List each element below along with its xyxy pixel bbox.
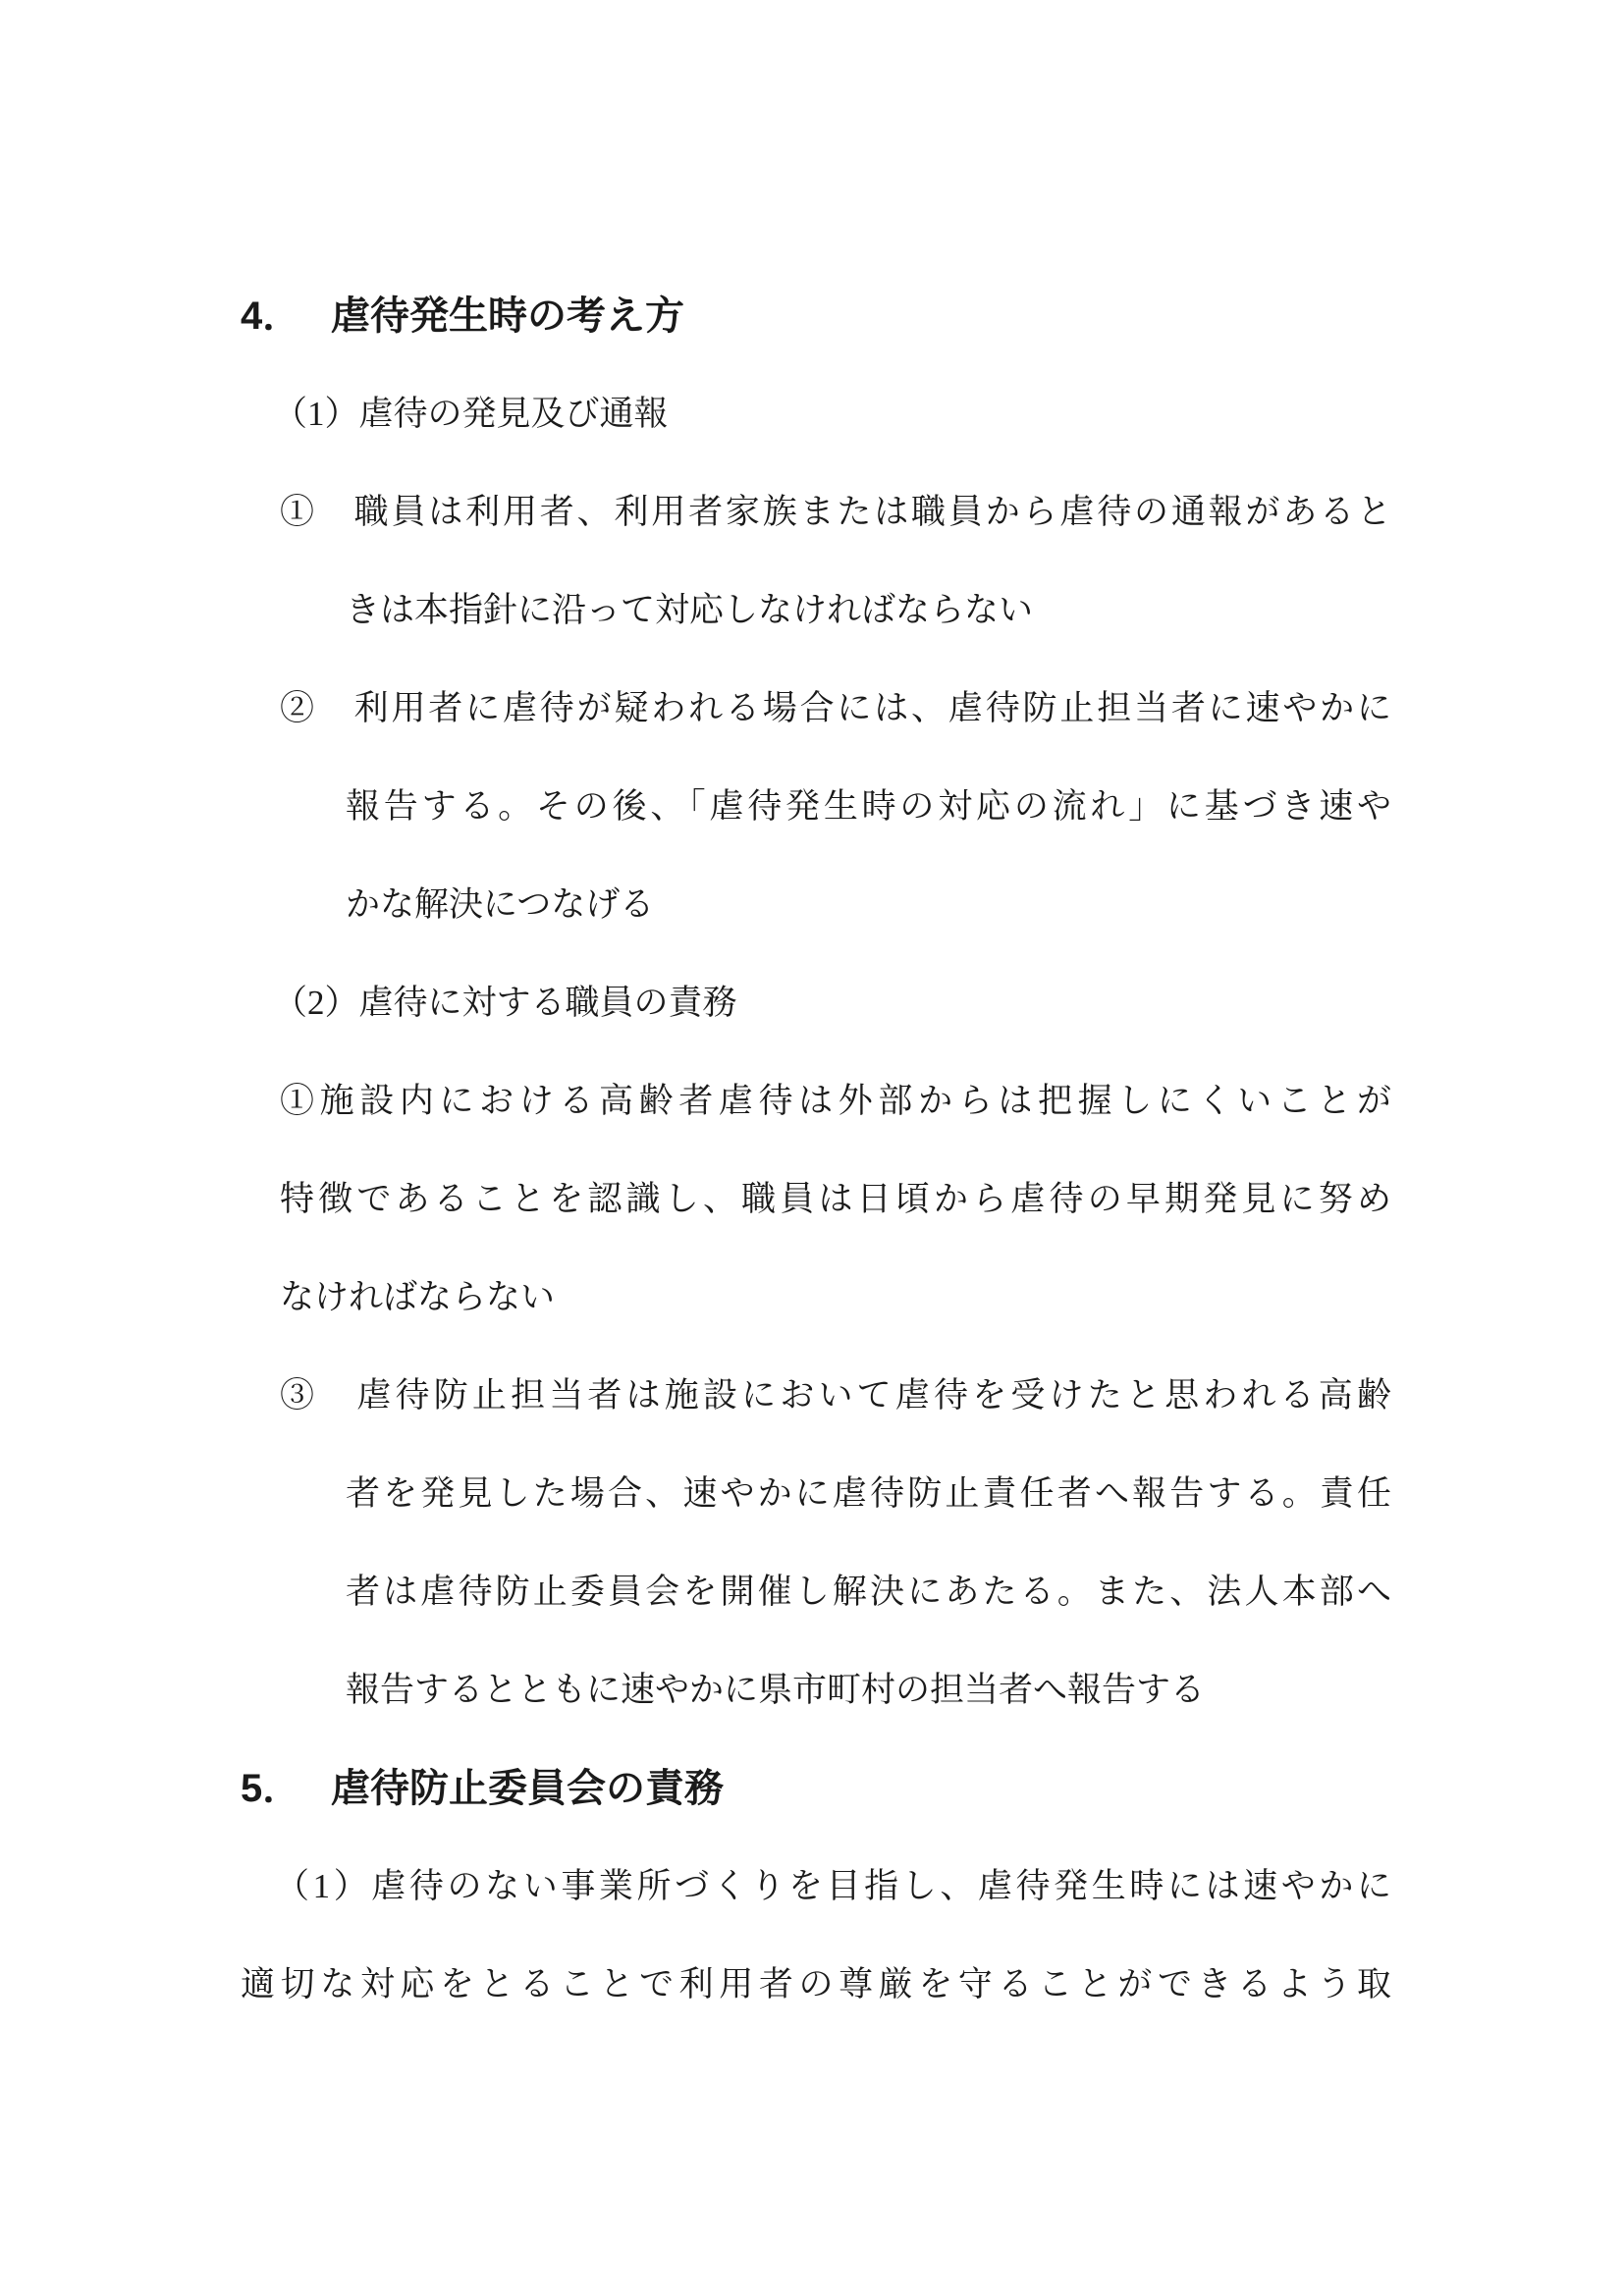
item-duty-1-line-2: 特徴であることを認識し、職員は日頃から虐待の早期発見に努め xyxy=(280,1180,1391,1218)
section-4-number: 4． xyxy=(241,294,302,338)
item-duty-3-line-4: 報告するとともに速やかに県市町村の担当者へ報告する xyxy=(346,1671,1206,1709)
subheading-4-2: （2）虐待に対する職員の責務 xyxy=(273,984,737,1022)
section-4-title: 虐待発生時の考え方 xyxy=(331,294,684,338)
section-5-number: 5． xyxy=(241,1767,302,1810)
item-duty-3-line-2: 者を発見した場合、速やかに虐待防止責任者へ報告する。責任 xyxy=(346,1474,1391,1513)
item-duty-3-line-3: 者は虐待防止委員会を開催し解決にあたる。また、法人本部へ xyxy=(346,1573,1391,1611)
item-duty-1-line-3: なければならない xyxy=(280,1278,556,1316)
subheading-4-1: （1）虐待の発見及び通報 xyxy=(273,395,669,433)
item-1-line-1: ① 職員は利用者、利用者家族または職員から虐待の通報があると xyxy=(280,493,1391,531)
section-5-heading xyxy=(241,1739,724,1838)
section-4-heading xyxy=(241,267,684,365)
item-2-line-1: ② 利用者に虐待が疑われる場合には、虐待防止担当者に速やかに xyxy=(280,689,1391,727)
section-5-title: 虐待防止委員会の責務 xyxy=(331,1767,724,1810)
section-5-1-line-1: （1）虐待のない事業所づくりを目指し、虐待発生時には速やかに xyxy=(275,1867,1391,1905)
item-2-line-2: 報告する。その後、「虐待発生時の対応の流れ」に基づき速や xyxy=(346,787,1391,826)
item-duty-3-line-1: ③ 虐待防止担当者は施設において虐待を受けたと思われる高齢 xyxy=(280,1376,1391,1415)
item-1-line-2: きは本指針に沿って対応しなければならない xyxy=(346,591,1034,629)
item-2-line-3: かな解決につなげる xyxy=(346,885,655,924)
item-duty-1-line-1: ①施設内における高齢者虐待は外部からは把握しにくいことが xyxy=(280,1082,1391,1120)
section-5-1-line-2: 適切な対応をとることで利用者の尊厳を守ることができるよう取 xyxy=(241,1965,1391,2003)
